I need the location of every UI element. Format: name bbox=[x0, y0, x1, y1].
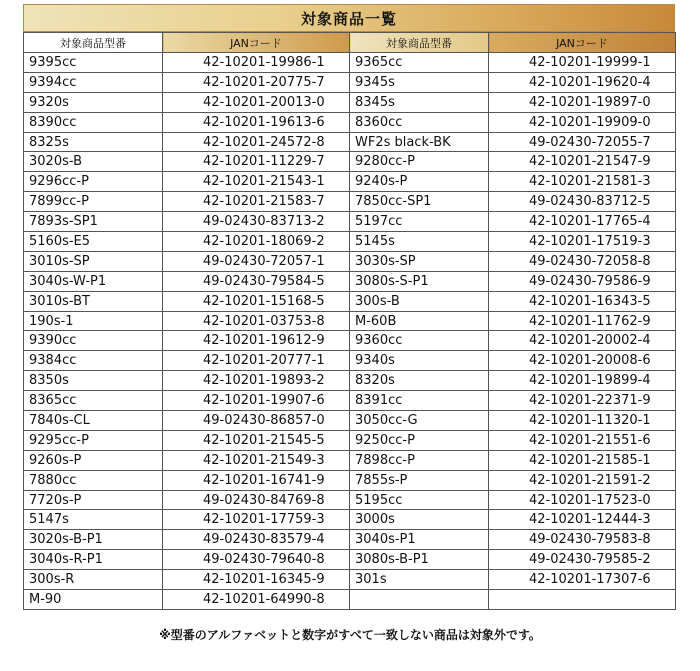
table-row bbox=[24, 232, 676, 252]
table-row bbox=[24, 172, 676, 192]
table-row bbox=[24, 132, 676, 152]
table-row bbox=[24, 391, 676, 411]
jan-cell: 42-10201-16345-9 bbox=[163, 570, 350, 590]
model-cell: 3050cc-G bbox=[350, 411, 489, 431]
header-jan-left: JANコード bbox=[163, 33, 350, 53]
table-row bbox=[24, 53, 676, 73]
footnote: ※型番のアルファベットと数字がすべて一致しない商品は対象外です。 bbox=[159, 628, 541, 642]
model-cell: 3080s-S-P1 bbox=[350, 271, 489, 291]
table-row bbox=[24, 411, 676, 431]
jan-cell: 42-10201-19620-4 bbox=[489, 72, 676, 92]
model-cell: 8390cc bbox=[24, 112, 163, 132]
model-cell: 3080s-B-P1 bbox=[350, 550, 489, 570]
jan-cell: 42-10201-22371-9 bbox=[489, 391, 676, 411]
jan-cell: 42-10201-12444-3 bbox=[489, 510, 676, 530]
model-cell: 9296cc-P bbox=[24, 172, 163, 192]
model-cell: 9260s-P bbox=[24, 450, 163, 470]
table-row bbox=[24, 530, 676, 550]
jan-cell: 49-02430-84769-8 bbox=[163, 490, 350, 510]
jan-cell: 42-10201-17519-3 bbox=[489, 232, 676, 252]
header-model-right: 対象商品型番 bbox=[350, 33, 489, 53]
model-cell: 8325s bbox=[24, 132, 163, 152]
jan-cell: 42-10201-03753-8 bbox=[163, 311, 350, 331]
model-cell: 7893s-SP1 bbox=[24, 212, 163, 232]
jan-cell: 42-10201-19986-1 bbox=[163, 53, 350, 73]
model-cell: 3020s-B bbox=[24, 152, 163, 172]
jan-cell: 42-10201-19909-0 bbox=[489, 112, 676, 132]
jan-cell: 49-02430-83713-2 bbox=[163, 212, 350, 232]
model-cell: 3010s-BT bbox=[24, 291, 163, 311]
model-cell: 3030s-SP bbox=[350, 251, 489, 271]
model-cell: 8350s bbox=[24, 371, 163, 391]
jan-cell: 42-10201-20002-4 bbox=[489, 331, 676, 351]
table-row bbox=[24, 251, 676, 271]
model-cell: 7720s-P bbox=[24, 490, 163, 510]
jan-cell: 42-10201-20775-7 bbox=[163, 72, 350, 92]
model-cell: 8365cc bbox=[24, 391, 163, 411]
table-row bbox=[24, 192, 676, 212]
model-cell: 3010s-SP bbox=[24, 251, 163, 271]
model-cell: 300s-B bbox=[350, 291, 489, 311]
model-cell: 9240s-P bbox=[350, 172, 489, 192]
table-row bbox=[24, 212, 676, 232]
table-row bbox=[24, 351, 676, 371]
jan-cell: 49-02430-79640-8 bbox=[163, 550, 350, 570]
model-cell: 8345s bbox=[350, 92, 489, 112]
jan-cell: 42-10201-20777-1 bbox=[163, 351, 350, 371]
jan-cell: 42-10201-19897-0 bbox=[489, 92, 676, 112]
jan-cell: 49-02430-83579-4 bbox=[163, 530, 350, 550]
jan-cell: 42-10201-19613-6 bbox=[163, 112, 350, 132]
model-cell: 9280cc-P bbox=[350, 152, 489, 172]
model-cell: 9345s bbox=[350, 72, 489, 92]
model-cell: 7840s-CL bbox=[24, 411, 163, 431]
jan-cell: 49-02430-79586-9 bbox=[489, 271, 676, 291]
table-row bbox=[24, 430, 676, 450]
model-cell: WF2s black-BK bbox=[350, 132, 489, 152]
jan-cell: 49-02430-79584-5 bbox=[163, 271, 350, 291]
jan-cell: 49-02430-72058-8 bbox=[489, 251, 676, 271]
table-body bbox=[24, 53, 676, 610]
table-row bbox=[24, 72, 676, 92]
jan-cell: 42-10201-18069-2 bbox=[163, 232, 350, 252]
table-row bbox=[24, 92, 676, 112]
jan-cell: 42-10201-21549-3 bbox=[163, 450, 350, 470]
jan-cell: 49-02430-86857-0 bbox=[163, 411, 350, 431]
jan-cell: 42-10201-21547-9 bbox=[489, 152, 676, 172]
model-cell: 5197cc bbox=[350, 212, 489, 232]
model-cell: 9340s bbox=[350, 351, 489, 371]
table-row bbox=[24, 470, 676, 490]
table-row bbox=[24, 371, 676, 391]
jan-cell: 42-10201-17523-0 bbox=[489, 490, 676, 510]
jan-cell: 42-10201-11229-7 bbox=[163, 152, 350, 172]
model-cell: 9394cc bbox=[24, 72, 163, 92]
jan-cell: 42-10201-15168-5 bbox=[163, 291, 350, 311]
jan-cell: 42-10201-21543-1 bbox=[163, 172, 350, 192]
model-cell: 9360cc bbox=[350, 331, 489, 351]
jan-cell: 49-02430-83712-5 bbox=[489, 192, 676, 212]
model-cell: 3000s bbox=[350, 510, 489, 530]
jan-cell: 49-02430-79583-8 bbox=[489, 530, 676, 550]
model-cell: 8320s bbox=[350, 371, 489, 391]
model-cell: 5147s bbox=[24, 510, 163, 530]
model-cell: 5145s bbox=[350, 232, 489, 252]
model-cell: 5195cc bbox=[350, 490, 489, 510]
jan-cell: 42-10201-64990-8 bbox=[163, 590, 350, 610]
product-table bbox=[23, 32, 676, 610]
jan-cell: 42-10201-19999-1 bbox=[489, 53, 676, 73]
product-list-panel bbox=[23, 4, 675, 610]
jan-cell: 49-02430-72057-1 bbox=[163, 251, 350, 271]
table-row bbox=[24, 112, 676, 132]
model-cell: 3040s-P1 bbox=[350, 530, 489, 550]
model-cell: 3040s-W-P1 bbox=[24, 271, 163, 291]
jan-cell: 42-10201-21545-5 bbox=[163, 430, 350, 450]
model-cell: 8391cc bbox=[350, 391, 489, 411]
table-row bbox=[24, 490, 676, 510]
table-row bbox=[24, 311, 676, 331]
model-cell bbox=[350, 590, 489, 610]
table-row bbox=[24, 590, 676, 610]
table-row bbox=[24, 271, 676, 291]
model-cell: 5160s-E5 bbox=[24, 232, 163, 252]
model-cell: 190s-1 bbox=[24, 311, 163, 331]
header-jan-right: JANコード bbox=[489, 33, 676, 53]
model-cell: 9384cc bbox=[24, 351, 163, 371]
jan-cell: 42-10201-20013-0 bbox=[163, 92, 350, 112]
model-cell: 9295cc-P bbox=[24, 430, 163, 450]
table-row bbox=[24, 291, 676, 311]
model-cell: 7899cc-P bbox=[24, 192, 163, 212]
model-cell: 9250cc-P bbox=[350, 430, 489, 450]
list-title: 対象商品一覧 bbox=[23, 4, 675, 32]
jan-cell: 42-10201-21591-2 bbox=[489, 470, 676, 490]
table-header-row bbox=[24, 33, 676, 53]
jan-cell: 42-10201-11762-9 bbox=[489, 311, 676, 331]
model-cell: 7855s-P bbox=[350, 470, 489, 490]
jan-cell: 42-10201-17307-6 bbox=[489, 570, 676, 590]
model-cell: 300s-R bbox=[24, 570, 163, 590]
jan-cell: 42-10201-17759-3 bbox=[163, 510, 350, 530]
model-cell: 9390cc bbox=[24, 331, 163, 351]
model-cell: 9320s bbox=[24, 92, 163, 112]
model-cell: 8360cc bbox=[350, 112, 489, 132]
model-cell: M-90 bbox=[24, 590, 163, 610]
model-cell: 7898cc-P bbox=[350, 450, 489, 470]
model-cell: 9365cc bbox=[350, 53, 489, 73]
jan-cell: 42-10201-21581-3 bbox=[489, 172, 676, 192]
jan-cell: 42-10201-24572-8 bbox=[163, 132, 350, 152]
model-cell: M-60B bbox=[350, 311, 489, 331]
table-row bbox=[24, 331, 676, 351]
jan-cell: 42-10201-19899-4 bbox=[489, 371, 676, 391]
model-cell: 301s bbox=[350, 570, 489, 590]
jan-cell: 42-10201-11320-1 bbox=[489, 411, 676, 431]
model-cell: 3040s-R-P1 bbox=[24, 550, 163, 570]
table-row bbox=[24, 450, 676, 470]
model-cell: 7850cc-SP1 bbox=[350, 192, 489, 212]
jan-cell: 42-10201-16343-5 bbox=[489, 291, 676, 311]
jan-cell bbox=[489, 590, 676, 610]
jan-cell: 42-10201-17765-4 bbox=[489, 212, 676, 232]
jan-cell: 42-10201-21585-1 bbox=[489, 450, 676, 470]
jan-cell: 42-10201-16741-9 bbox=[163, 470, 350, 490]
jan-cell: 42-10201-19612-9 bbox=[163, 331, 350, 351]
jan-cell: 42-10201-19893-2 bbox=[163, 371, 350, 391]
jan-cell: 42-10201-21583-7 bbox=[163, 192, 350, 212]
jan-cell: 42-10201-19907-6 bbox=[163, 391, 350, 411]
jan-cell: 42-10201-20008-6 bbox=[489, 351, 676, 371]
jan-cell: 42-10201-21551-6 bbox=[489, 430, 676, 450]
model-cell: 7880cc bbox=[24, 470, 163, 490]
jan-cell: 49-02430-72055-7 bbox=[489, 132, 676, 152]
model-cell: 9395cc bbox=[24, 53, 163, 73]
table-row bbox=[24, 510, 676, 530]
table-row bbox=[24, 152, 676, 172]
jan-cell: 49-02430-79585-2 bbox=[489, 550, 676, 570]
table-row bbox=[24, 550, 676, 570]
table-row bbox=[24, 570, 676, 590]
header-model-left: 対象商品型番 bbox=[24, 33, 163, 53]
model-cell: 3020s-B-P1 bbox=[24, 530, 163, 550]
